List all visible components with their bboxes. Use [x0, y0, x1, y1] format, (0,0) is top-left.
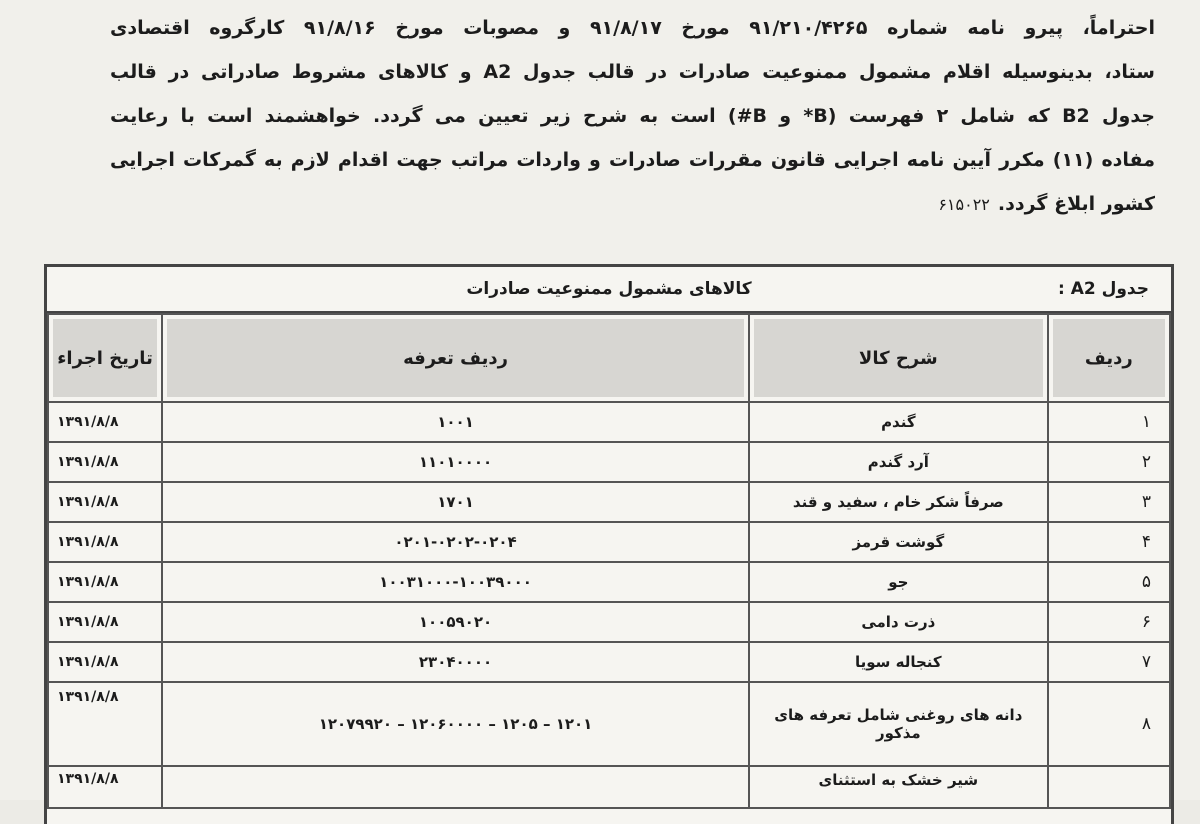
row-tariff-code	[162, 766, 749, 808]
table-row	[48, 766, 1170, 808]
row-description: شیر خشک به استثنای	[749, 766, 1048, 808]
header-row-number: ردیف	[1048, 314, 1170, 402]
row-number: ۴	[1048, 522, 1170, 562]
row-date: ۱۳۹۱/۸/۸	[48, 682, 162, 766]
row-date: ۱۳۹۱/۸/۸	[48, 602, 162, 642]
header-description: شرح کالا	[749, 314, 1048, 402]
row-number: ۶	[1048, 602, 1170, 642]
row-number	[1048, 766, 1170, 808]
table-row	[48, 682, 1170, 766]
intro-paragraph	[110, 6, 1155, 226]
intro-line-text: کشور ابلاغ گردد.	[997, 193, 1155, 215]
row-date: ۱۳۹۱/۸/۸	[48, 562, 162, 602]
row-description: جو	[749, 562, 1048, 602]
row-description: کنجاله سویا	[749, 642, 1048, 682]
row-date: ۱۳۹۱/۸/۸	[48, 402, 162, 442]
row-tariff-code: ۱۰۰۵۹۰۲۰	[162, 602, 749, 642]
goods-table-frame	[44, 264, 1174, 824]
table-row	[48, 442, 1170, 482]
row-tariff-code: ۱۲۰۱ – ۱۲۰۵ – ۱۲۰۶۰۰۰۰ – ۱۲۰۷۹۹۲۰	[162, 682, 749, 766]
header-tariff-code: ردیف تعرفه	[162, 314, 749, 402]
row-number: ۸	[1048, 682, 1170, 766]
intro-line-last	[110, 182, 1155, 226]
goods-table	[47, 313, 1171, 809]
table-row	[48, 562, 1170, 602]
table-title: کالاهای مشمول ممنوعیت صادرات	[466, 279, 752, 299]
row-tariff-code: ۱۱۰۱۰۰۰۰	[162, 442, 749, 482]
row-description: دانه های روغنی شامل تعرفه های مذکور	[749, 682, 1048, 766]
header-date: تاریخ اجراء	[48, 314, 162, 402]
intro-line: مفاده (۱۱) مکرر آیین نامه اجرایی قانون مقررات صادرات و واردات مراتب جهت اقدام لازم به گمرکات اجرایی	[110, 149, 1155, 171]
row-date: ۱۳۹۱/۸/۸	[48, 766, 162, 808]
row-description: گوشت قرمز	[749, 522, 1048, 562]
table-label: جدول A2 :	[1057, 279, 1149, 299]
row-date: ۱۳۹۱/۸/۸	[48, 642, 162, 682]
row-date: ۱۳۹۱/۸/۸	[48, 442, 162, 482]
intro-line: جدول B2 که شامل ۲ فهرست (B* و B#) است به شرح زیر تعیین می گردد. خواهشمند است با رعایت	[110, 105, 1155, 127]
row-number: ۷	[1048, 642, 1170, 682]
row-description: آرد گندم	[749, 442, 1048, 482]
table-row	[48, 642, 1170, 682]
row-tariff-code: ۲۳۰۴۰۰۰۰	[162, 642, 749, 682]
intro-line: احتراماً، پیرو نامه شماره ۹۱/۲۱۰/۴۲۶۵ مورخ ۹۱/۸/۱۷ و مصوبات مورخ ۹۱/۸/۱۶ کارگروه اقتصادی	[110, 17, 1155, 39]
table-title-row	[47, 267, 1171, 313]
table-row	[48, 402, 1170, 442]
row-tariff-code: ۱۰۰۱	[162, 402, 749, 442]
row-description: صرفاً شکر خام ، سفید و قند	[749, 482, 1048, 522]
row-number: ۳	[1048, 482, 1170, 522]
row-date: ۱۳۹۱/۸/۸	[48, 482, 162, 522]
row-number: ۵	[1048, 562, 1170, 602]
row-date: ۱۳۹۱/۸/۸	[48, 522, 162, 562]
row-tariff-code: ۱۰۰۳۱۰۰۰-۱۰۰۳۹۰۰۰	[162, 562, 749, 602]
table-header-row	[48, 314, 1170, 402]
reference-number: ۶۱۵۰۲۲	[938, 195, 990, 214]
row-tariff-code: ۱۷۰۱	[162, 482, 749, 522]
row-number: ۲	[1048, 442, 1170, 482]
row-tariff-code: ۰۲۰۱-۰۲۰۲-۰۲۰۴	[162, 522, 749, 562]
table-row	[48, 522, 1170, 562]
intro-line: ستاد، بدینوسیله اقلام مشمول ممنوعیت صادرات در قالب جدول A2 و کالاهای مشروط صادراتی در قالب	[110, 61, 1155, 83]
row-number: ۱	[1048, 402, 1170, 442]
row-description: ذرت دامی	[749, 602, 1048, 642]
table-row	[48, 482, 1170, 522]
row-description: گندم	[749, 402, 1048, 442]
table-row	[48, 602, 1170, 642]
